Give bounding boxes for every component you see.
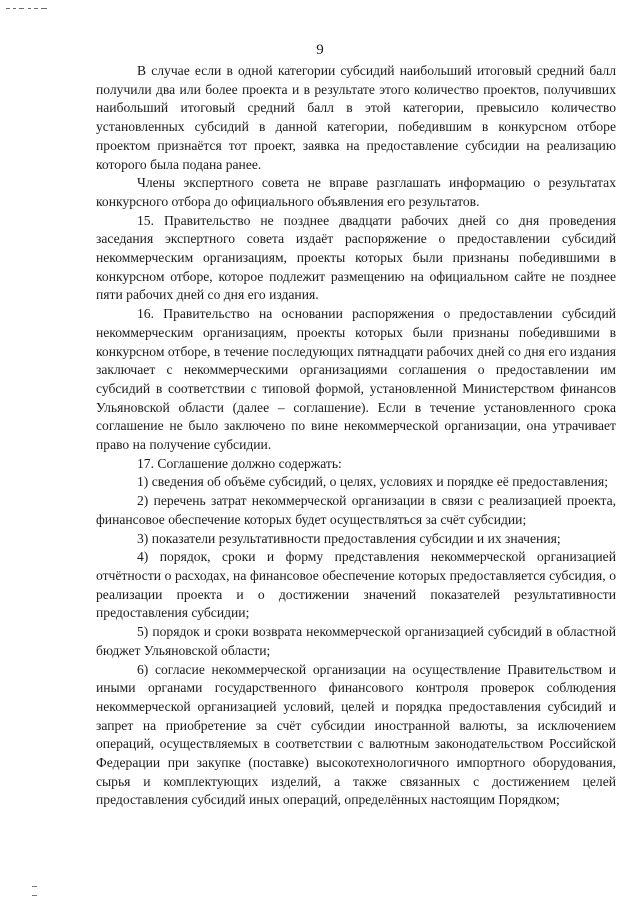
paragraph-tie-rule: В случае если в одной категории субсидий наибольший итоговый средний балл получили два или более проекта и в результате этого количество проектов, получивших наибольший итоговый средний балл в этой категории, превысило количество установленных субсидий в данной категории, победившим в конкурсном отборе проектом признаётся тот проект, заявка на предоставление субсидии на реализацию которого была подана ранее. (96, 63, 616, 172)
paragraph-confidentiality: Члены экспертного совета не вправе разглашать информацию о результатах конкурсного отбора до официального объявления его результатов. (96, 175, 616, 209)
list-item-3: 3) показатели результативности предоставления субсидии и их значения; (137, 530, 561, 546)
list-item-6: 6) согласие некоммерческой организации на осуществление Правительством и иными органами государственного финансового контроля проверок соблюдения некоммерческой организацией условий, целей и порядка предоставления субсидий и запрет на приобретение за счёт субсидии иностранной валюты, за исключением операций, осуществляемых в соответствии с валютным законодательством Российской Федерации при закупке (поставке) высокотехнологичного импортного оборудования, сырья и комплектующих изделий, а также связанных с достижением целей предоставления субсидий иных операций, определённых настоящим Порядком; (96, 661, 616, 808)
list-item-5: 5) порядок и сроки возврата некоммерческой организацией субсидий в областной бюджет Ульяновской области; (96, 624, 616, 658)
page-number: 9 (316, 42, 324, 58)
scan-corner-mark (6, 6, 50, 12)
list-item-2: 2) перечень затрат некоммерческой организации в связи с реализацией проекта, финансовое обеспечение которых будет осуществляться за счёт субсидии; (96, 493, 616, 527)
paragraph-16: 16. Правительство на основании распоряжения о предоставлении субсидий некоммерческим организациям, проекты которых были признаны победившими в конкурсном отборе, в течение последующих пятнадцати рабочих дней со дня его издания заключает с некоммерческими организациями соглашения о предоставлении им субсидий в соответствии с типовой формой, установленной Министерством финансов Ульяновской области (далее – соглашение). Если в течение установленного срока соглашение не было заключено по вине некоммерческой организации, она утрачивает право на получение субсидии. (96, 306, 616, 453)
paragraph-17: 17. Соглашение должно содержать: (137, 455, 342, 471)
scan-margin-mark (32, 886, 37, 887)
list-item-1: 1) сведения об объёме субсидий, о целях, условиях и порядке её предоставления; (137, 474, 608, 490)
body-text (96, 62, 616, 810)
scan-margin-mark (32, 895, 37, 896)
list-item-4: 4) порядок, сроки и форму представления некоммерческой организацией отчётности о расходах, на финансовое обеспечение которых предоставляется субсидия, о реализации проекта и о достижении значений показателей результативности предоставления субсидии; (96, 549, 616, 621)
paragraph-15: 15. Правительство не позднее двадцати рабочих дней со дня проведения заседания экспертного совета издаёт распоряжение о предоставлении субсидий некоммерческим организациям, проекты которых были признаны победившими в конкурсном отборе, которое подлежит размещению на официальном сайте не позднее пяти рабочих дней со дня его издания. (96, 212, 616, 303)
